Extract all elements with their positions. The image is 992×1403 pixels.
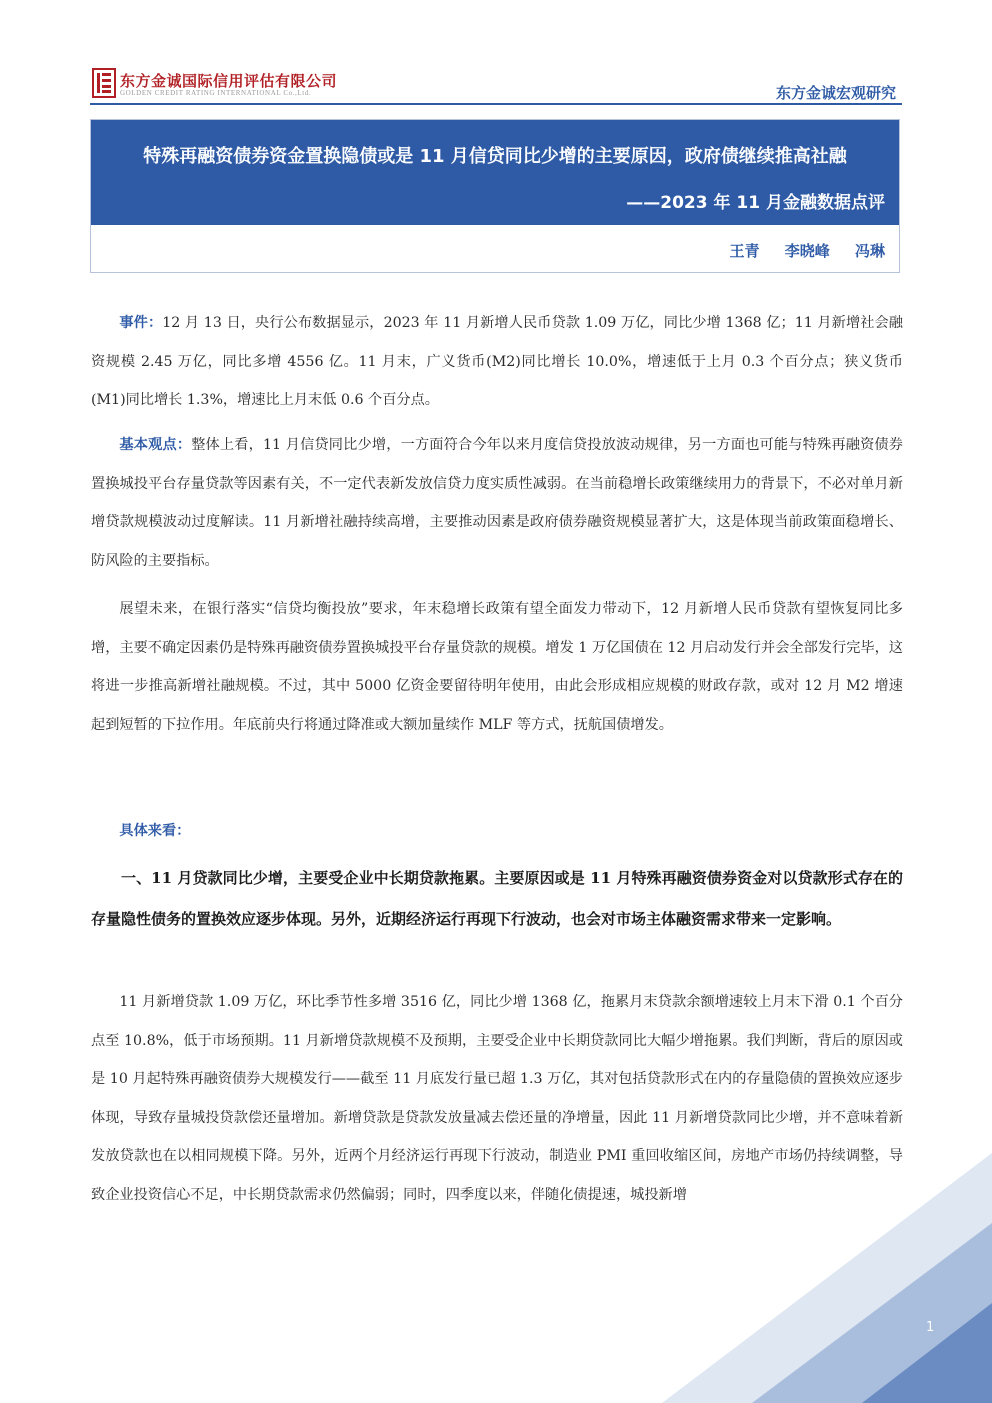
report-subtitle: ——2023 年 11 月金融数据点评	[626, 193, 885, 213]
view-paragraph	[91, 426, 903, 580]
view-text: 整体上看，11 月信贷同比少增，一方面符合今年以来月度信贷投放波动规律，另一方面也可能与特殊再融资债券置换城投平台存量贷款等因素有关，不一定代表新发放信贷力度实质性减弱。在当前稳增长政策继续用力的背景下，不必对单月新增贷款规模波动过度解读。11 月新增社融持续高增，主要推动因素是政府债券融资规模显著扩大，这是体现当前政策面稳增长、防风险的主要指标。	[91, 437, 903, 569]
author-list	[709, 240, 885, 261]
page-number: 1	[926, 1320, 935, 1335]
author-name: 冯琳	[854, 242, 885, 260]
report-title: 特殊再融资债券资金置换隐债或是 11 月信贷同比少增的主要原因，政府债继续推高社融	[143, 146, 847, 167]
event-label: 事件：	[119, 315, 163, 331]
author-name: 王青	[729, 242, 760, 260]
view-label: 基本观点：	[119, 437, 192, 453]
section1-paragraph: 11 月新增贷款 1.09 万亿，环比季节性多增 3516 亿，同比少增 1368 亿，拖累月末贷款余额增速较上月末下滑 0.1 个百分点至 10.8%，低于市场预期。11 月新增贷款规模不及预期，主要受企业中长期贷款同比大幅少增拖累。我们判断，背后的原因或是 10 月起特殊再融资债券大规模发行——截至 11 月底发行量已超 1.3 万亿，其对包括贷款形式在内的存量隐债的置换效应逐步体现，导致存量城投贷款偿还量增加。新增贷款是贷款发放量减去偿还量的净增量，因此 11 月新增贷款同比少增，并不意味着新发放贷款也在以相同规模下降。另外，近两个月经济运行再现下行波动，制造业 PMI 重回收缩区间，房地产市场仍持续调整，导致企业投资信心不足，中长期贷款需求仍然偏弱；同时，四季度以来，伴随化债提速，城投新增	[91, 994, 903, 1203]
corner-decoration	[662, 1153, 992, 1403]
outlook-paragraph: 展望未来，在银行落实“信贷均衡投放”要求，年末稳增长政策有望全面发力带动下，12 月新增人民币贷款有望恢复同比多增，主要不确定因素仍是特殊再融资债券置换城投平台存量贷款的规模。增发 1 万亿国债在 12 月启动发行并会全部发行完毕，这将进一步推高新增社融规模。不过，其中 5000 亿资金要留待明年使用，由此会形成相应规模的财政存款，或对 12 月 M2 增速起到短暂的下拉作用。年底前央行将通过降准或大额加量续作 MLF 等方式，抚航国债增发。	[91, 601, 903, 733]
header-divider	[90, 103, 902, 105]
section1-heading: 一、11 月贷款同比少增，主要受企业中长期贷款拖累。主要原因或是 11 月特殊再融资债券资金对以贷款形式存在的存量隐性债务的置换效应逐步体现。另外，近期经济运行再现下行波动，也会对市场主体融资需求带来一定影响。	[91, 869, 903, 928]
event-paragraph	[91, 304, 903, 420]
company-name-cn: 东方金诚国际信用评估有限公司	[120, 72, 338, 90]
author-name: 李晓峰	[784, 242, 830, 260]
title-band	[91, 120, 899, 225]
detail-label-paragraph	[91, 812, 903, 851]
company-logo-icon	[92, 68, 116, 98]
event-text: 12 月 13 日，央行公布数据显示，2023 年 11 月新增人民币贷款 1.09 万亿，同比少增 1368 亿；11 月新增社会融资规模 2.45 万亿，同比多增 4556 亿。11 月末，广义货币(M2)同比增长 10.0%，增速低于上月 0.3 个百分点；狭义货币(M1)同比增长 1.3%，增速比上月末低 0.6 个百分点。	[91, 315, 903, 408]
detail-label: 具体来看：	[119, 823, 191, 839]
title-box	[90, 119, 900, 273]
header-section-title: 东方金诚宏观研究	[775, 84, 896, 102]
company-name-en: GOLDEN CREDIT RATING INTERNATIONAL Co.,Ltd.	[120, 89, 312, 97]
company-logo	[92, 66, 338, 102]
